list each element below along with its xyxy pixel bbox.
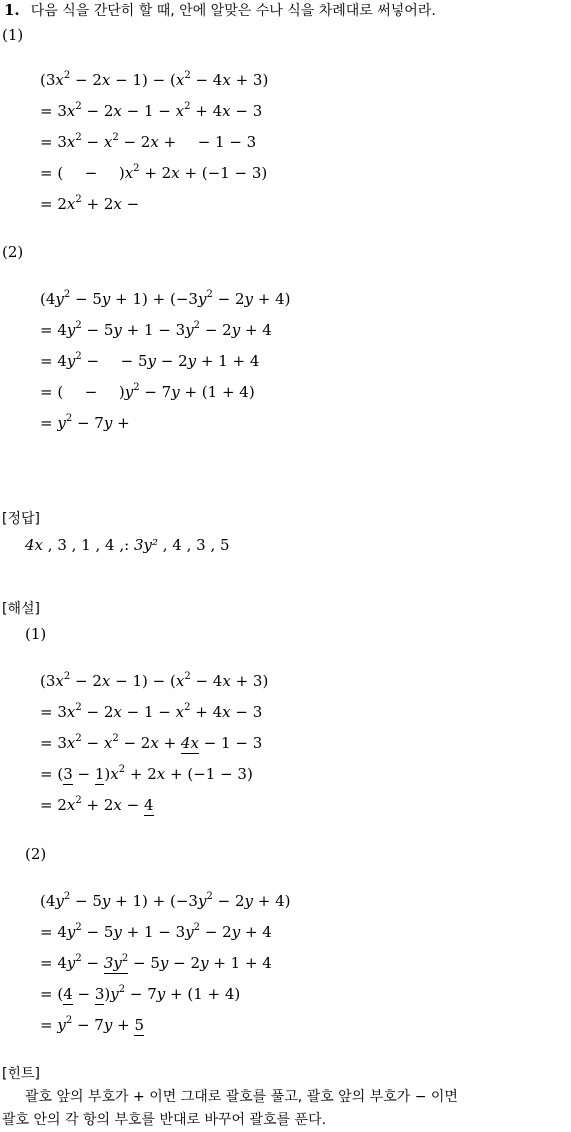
- answer-value: 4: [172, 536, 182, 554]
- q2-line-3: = $4y^2$ − − 5y − 2y + 1 + 4: [40, 351, 260, 370]
- s2-line-2: = $4y^2 - 5y + 1 - 3y^2 - 2y + 4$: [40, 922, 272, 941]
- answer-value: 3: [196, 536, 206, 554]
- answer-value: 1: [81, 536, 91, 554]
- filled-blank: 4: [143, 796, 154, 814]
- answer-value: 5: [220, 536, 230, 554]
- filled-blank: 4x: [180, 734, 199, 752]
- filled-blank: 3y: [103, 954, 122, 972]
- s2-line-1: $(4y^2 - 5y + 1) + (-3y^2 - 2y + 4)$: [40, 891, 291, 910]
- solution-part1-label: (1): [25, 625, 47, 643]
- question-header: [4, 0, 436, 20]
- question-number: 1.: [4, 1, 20, 19]
- answer-value: 4x: [25, 536, 44, 554]
- s1-line-1: $(3x^2 - 2x - 1) - (x^2 - 4x + 3)$: [40, 671, 269, 690]
- answer-value: 3: [57, 536, 67, 554]
- filled-blank: 4: [63, 985, 73, 1003]
- q1-line-5: = $2x^2 + 2x$ −: [40, 194, 140, 213]
- q1-line-4: = ( − )$x^2 + 2x + (-1 - 3)$: [40, 163, 268, 182]
- answer-value: 4: [105, 536, 115, 554]
- filled-blank: 3: [63, 765, 73, 783]
- answer-values: 4x , 3 , 1 , 4 ,: 3y² , 4 , 3 , 5: [25, 536, 230, 554]
- solution-part2-label: (2): [25, 845, 47, 863]
- answer-value: 3y²: [133, 536, 158, 554]
- part1-label: (1): [2, 26, 24, 44]
- question-prompt: 다음 식을 간단히 할 때, 안에 알맞은 수나 식을 차례대로 써넣어라.: [30, 3, 436, 19]
- s1-line-4: = $(3 - 1)x^2 + 2x + (-1 - 3)$: [40, 764, 253, 783]
- filled-blank: 3: [94, 985, 105, 1003]
- s2-line-5: = $y^2 - 7y + 5$: [40, 1015, 144, 1034]
- q1-line-3: = $3x^2 - x^2 - 2x$ + − 1 − 3: [40, 132, 257, 151]
- hint-header: [힌트]: [2, 1066, 40, 1082]
- s1-line-2: = $3x^2 - 2x - 1 - x^2 + 4x - 3$: [40, 702, 263, 721]
- solution-header: [해설]: [2, 601, 40, 617]
- filled-blank: 1: [94, 765, 105, 783]
- hint-line-1: 괄호 앞의 부호가 + 이면 그대로 괄호를 풀고, 괄호 앞의 부호가 − 이면: [25, 1089, 458, 1105]
- q2-line-5: = $y^2 - 7y$ +: [40, 413, 130, 432]
- q1-line-2: = $3x^2 - 2x - 1 - x^2 + 4x - 3$: [40, 101, 263, 120]
- s2-line-4: = $(4 - 3)y^2 - 7y + (1 + 4)$: [40, 984, 241, 1003]
- s1-line-5: = $2x^2 + 2x - 4$: [40, 795, 154, 814]
- q2-line-1: $(4y^2 - 5y + 1) + (-3y^2 - 2y + 4)$: [40, 289, 291, 308]
- q2-line-2: = $4y^2 - 5y + 1 - 3y^2 - 2y + 4$: [40, 320, 272, 339]
- filled-blank: 5: [134, 1016, 144, 1034]
- part2-label: (2): [2, 243, 24, 261]
- s2-line-3: = $4y^2 - 3y^2 - 5y - 2y + 1 + 4$: [40, 953, 272, 972]
- q1-line-1: $(3x^2 - 2x - 1) - (x^2 - 4x + 3)$: [40, 70, 269, 89]
- q2-line-4: = ( − )$y^2 - 7y + (1 + 4)$: [40, 382, 255, 401]
- hint-line-2: 괄호 안의 각 항의 부호를 반대로 바꾸어 괄호를 푼다.: [2, 1112, 327, 1128]
- answer-header: [정답]: [2, 511, 40, 527]
- s1-line-3: = $3x^2 - x^2 - 2x + 4x - 1 - 3$: [40, 733, 263, 752]
